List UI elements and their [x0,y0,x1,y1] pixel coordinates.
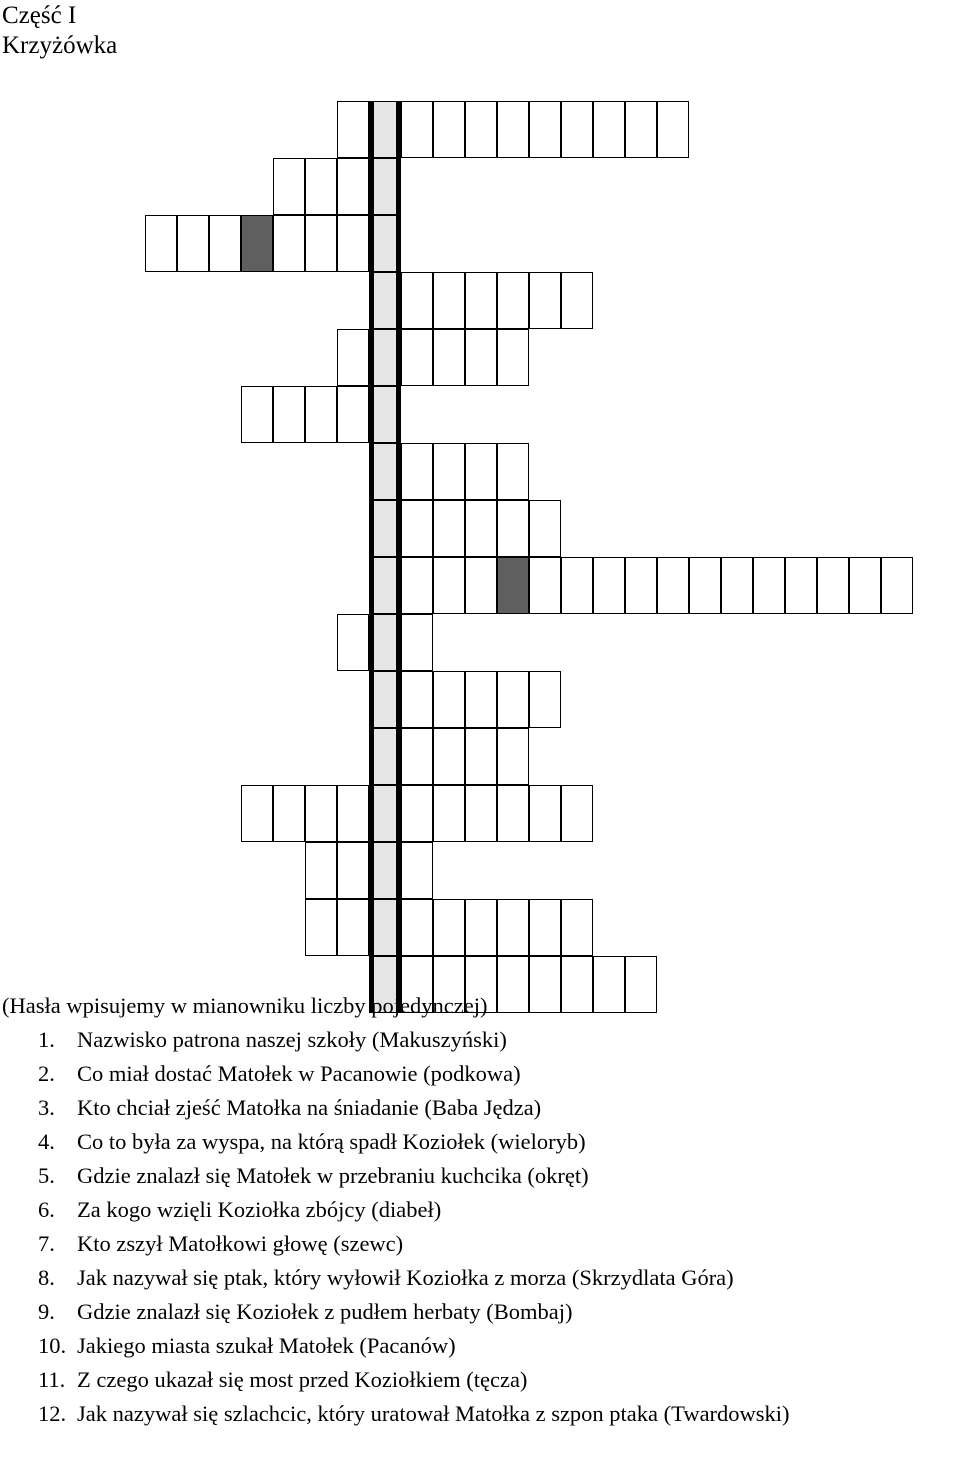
crossword-key-cell [369,614,401,671]
clue-item [0,1397,958,1431]
crossword-cell [497,500,529,557]
clue-number: 12. [38,1401,67,1426]
instructions-text: (Hasła wpisujemy w mianowniku liczby pojedynczej) [2,993,488,1018]
crossword-cell [625,101,657,158]
clue-text: Za kogo wzięli Koziołka zbójcy (diabeł) [77,1197,442,1222]
crossword-cell [401,785,433,842]
crossword-cell [401,443,433,500]
crossword-cell [401,614,433,671]
crossword-cell [497,329,529,386]
clue-item [0,1125,958,1159]
crossword-cell [305,215,337,272]
clue-number: 10. [38,1333,67,1358]
crossword-key-cell [369,785,401,842]
crossword-cell [561,956,593,1013]
clue-item [0,1227,958,1261]
crossword-cell [529,956,561,1013]
crossword-cell [593,557,625,614]
clue-text: Nazwisko patrona naszej szkoły (Makuszyński) [77,1027,507,1052]
clue-number: 8. [38,1265,55,1290]
clue-number: 3. [38,1095,55,1120]
crossword-cell [401,272,433,329]
clue-list [0,1023,958,1431]
clue-text: Kto zszył Matołkowi głowę (szewc) [77,1231,404,1256]
crossword-cell [529,101,561,158]
crossword-cell [337,386,369,443]
clue-number: 2. [38,1061,55,1086]
crossword-cell [241,215,273,272]
crossword-cell [145,215,177,272]
crossword-cell [465,272,497,329]
crossword-cell [433,500,465,557]
crossword-cell [561,101,593,158]
crossword-cell [689,557,721,614]
crossword-key-cell [369,329,401,386]
clue-item [0,1023,958,1057]
crossword-cell [529,671,561,728]
crossword-cell [433,329,465,386]
crossword-cell [337,158,369,215]
crossword-cell [401,671,433,728]
crossword-cell [305,785,337,842]
clue-text: Z czego ukazał się most przed Koziołkiem (tęcza) [77,1367,528,1392]
clue-text: Jak nazywał się szlachcic, który uratował Matołka z szpon ptaka (Twardowski) [77,1401,790,1426]
crossword-cell [401,728,433,785]
crossword-cell [753,557,785,614]
crossword-cell [433,443,465,500]
crossword-cell [497,557,529,614]
crossword-cell [817,557,849,614]
crossword-cell [273,215,305,272]
clue-number: 5. [38,1163,55,1188]
crossword-cell [337,329,369,386]
crossword-cell [529,557,561,614]
clue-item [0,1261,958,1295]
crossword-key-cell [369,215,401,272]
crossword-key-cell [369,158,401,215]
clue-number: 11. [38,1367,66,1392]
crossword-cell [433,272,465,329]
clue-number: 7. [38,1231,55,1256]
crossword-cell [497,101,529,158]
crossword-cell [433,728,465,785]
crossword-cell [465,443,497,500]
clue-number: 1. [38,1027,55,1052]
crossword-cell [529,785,561,842]
crossword-key-cell [369,386,401,443]
crossword-cell [433,899,465,956]
crossword-cell [337,614,369,671]
crossword-cell [561,899,593,956]
clue-item [0,1057,958,1091]
crossword-cell [497,728,529,785]
crossword-cell [497,785,529,842]
crossword-cell [337,215,369,272]
clue-text: Gdzie znalazł się Matołek w przebraniu kuchcika (okręt) [77,1163,589,1188]
crossword-cell [401,557,433,614]
crossword-cell [465,329,497,386]
crossword-cell [401,899,433,956]
crossword-key-cell [369,728,401,785]
crossword-key-cell [369,443,401,500]
crossword-cell [337,842,369,899]
crossword-cell [337,101,369,158]
crossword-cell [337,899,369,956]
clue-text: Kto chciał zjeść Matołka na śniadanie (Baba Jędza) [77,1095,542,1120]
crossword-cell [849,557,881,614]
clue-text: Jak nazywał się ptak, który wyłowił Koziołka z morza (Skrzydlata Góra) [77,1265,734,1290]
crossword-cell [433,671,465,728]
crossword-cell [497,272,529,329]
crossword-cell [625,956,657,1013]
crossword-cell [593,956,625,1013]
crossword-cell [625,557,657,614]
crossword-cell [561,557,593,614]
crossword-cell [881,557,913,614]
crossword-cell [305,386,337,443]
crossword-key-cell [369,671,401,728]
crossword-cell [273,785,305,842]
crossword-cell [465,500,497,557]
crossword-cell [465,101,497,158]
crossword-key-cell [369,101,401,158]
crossword-cell [657,557,689,614]
crossword-cell [465,785,497,842]
crossword-cell [401,101,433,158]
crossword-cell [305,899,337,956]
crossword-cell [433,557,465,614]
crossword-cell [561,272,593,329]
crossword-cell [465,899,497,956]
crossword-cell [497,443,529,500]
part-title: Część I [2,2,77,29]
clue-text: Gdzie znalazł się Koziołek z pudłem herbaty (Bombaj) [77,1299,573,1324]
crossword-key-cell [369,842,401,899]
crossword-cell [401,500,433,557]
clue-text: Co miał dostać Matołek w Pacanowie (podkowa) [77,1061,521,1086]
clue-text: Co to była za wyspa, na którą spadł Koziołek (wieloryb) [77,1129,586,1154]
crossword-cell [305,158,337,215]
clue-item [0,1295,958,1329]
crossword-cell [241,386,273,443]
crossword-cell [465,671,497,728]
crossword-cell [529,272,561,329]
crossword-cell [529,899,561,956]
crossword-cell [401,842,433,899]
clue-item [0,1193,958,1227]
crossword-cell [465,728,497,785]
crossword-cell [305,842,337,899]
crossword-cell [273,158,305,215]
crossword-cell [337,785,369,842]
clue-item [0,1159,958,1193]
crossword-cell [465,557,497,614]
clue-number: 6. [38,1197,55,1222]
clue-item [0,1363,958,1397]
crossword-key-cell [369,500,401,557]
crossword-key-cell [369,557,401,614]
crossword-cell [401,329,433,386]
crossword-cell [273,386,305,443]
crossword-cell [241,785,273,842]
document-title: Krzyżówka [2,32,118,59]
clue-number: 9. [38,1299,55,1324]
crossword-cell [529,500,561,557]
clue-text: Jakiego miasta szukał Matołek (Pacanów) [77,1333,456,1358]
crossword-cell [177,215,209,272]
crossword-cell [785,557,817,614]
crossword-cell [593,101,625,158]
clue-item [0,1329,958,1363]
clue-item [0,1091,958,1125]
crossword-cell [433,101,465,158]
crossword-cell [657,101,689,158]
crossword-cell [209,215,241,272]
crossword-key-cell [369,899,401,956]
clue-number: 4. [38,1129,55,1154]
crossword-key-cell [369,272,401,329]
crossword-cell [497,956,529,1013]
crossword-cell [561,785,593,842]
crossword-cell [497,671,529,728]
crossword-cell [497,899,529,956]
crossword-cell [433,785,465,842]
crossword-cell [721,557,753,614]
